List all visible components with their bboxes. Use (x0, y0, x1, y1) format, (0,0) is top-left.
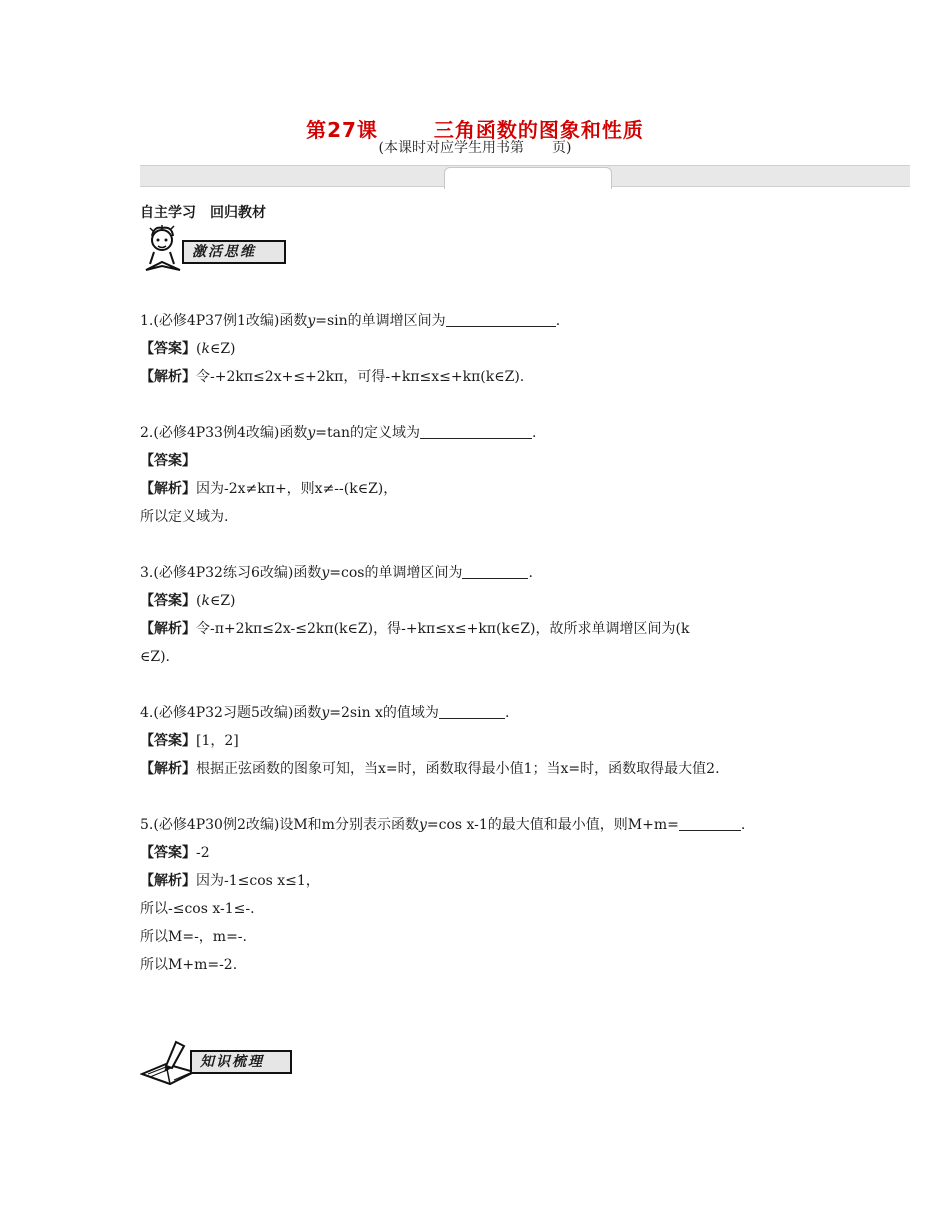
analysis-4-text: 根据正弦函数的图象可知，当x=时，函数取得最小值1；当x=时，函数取得最大值2. (196, 761, 720, 777)
answer-3-open: ( (196, 593, 202, 609)
knowledge-review-label: 知识梳理 (200, 1054, 264, 1070)
student-reading-icon (140, 224, 188, 274)
analysis-4 (140, 755, 820, 783)
analysis-tag: 【解析】 (140, 481, 196, 497)
question-1-prefix: 1.(必修4P37例1改编)函数 (140, 313, 308, 329)
answer-5 (140, 839, 820, 867)
question-4-y: y (321, 705, 330, 721)
analysis-5-text: 因为-1≤cos x≤1， (196, 873, 320, 889)
question-2-text: =tan的定义域为 (315, 425, 420, 441)
question-5-text: =cos x-1的最大值和最小值，则M+m= (426, 817, 679, 833)
section-right: 回归教材 (210, 205, 266, 221)
answer-blank-3 (462, 562, 528, 579)
answer-4-value: [1，2] (196, 733, 239, 749)
question-4 (140, 699, 820, 727)
open-book-pen-icon (140, 1036, 196, 1086)
analysis-5-step-4: 所以M+m=-2. (140, 957, 238, 973)
analysis-1 (140, 363, 820, 391)
answer-tag: 【答案】 (140, 593, 196, 609)
analysis-2-text: 因为-2x≠kπ+，则x≠--(k∈Z)， (196, 481, 398, 497)
lesson-topic: 三角函数的图象和性质 (433, 118, 644, 142)
answer-blank-4 (439, 702, 505, 719)
answer-blank-1 (446, 310, 556, 327)
question-4-end: . (504, 705, 510, 721)
analysis-3-continuation: ∈Z). (140, 649, 171, 665)
answer-1 (140, 335, 820, 363)
analysis-tag: 【解析】 (140, 369, 196, 385)
question-3-end: . (528, 565, 533, 581)
question-2-end: . (532, 425, 537, 441)
analysis-5-step-2: 所以-≤cos x-1≤-. (140, 901, 255, 917)
lesson-number: 第27课 (306, 118, 378, 142)
question-3-text: =cos的单调增区间为 (329, 565, 463, 581)
subtitle-left: (本课时对应学生用书第 (378, 140, 524, 156)
analysis-2 (140, 475, 820, 503)
lesson-subtitle (0, 137, 950, 157)
analysis-3-line-2 (140, 643, 820, 671)
analysis-2-line-2 (140, 503, 820, 531)
answer-1-k: k (201, 341, 210, 357)
answer-3 (140, 587, 820, 615)
analysis-5-line-4 (140, 951, 820, 979)
section-heading (140, 202, 266, 222)
question-5-end: . (740, 817, 746, 833)
analysis-5-step-3: 所以M=-，m=-. (140, 929, 247, 945)
analysis-3-text: 令-π+2kπ≤2x-≤2kπ(k∈Z)，得-+kπ≤x≤+kπ(k∈Z)，故所求单调增区间为(k (196, 621, 690, 637)
question-5 (140, 811, 820, 839)
answer-tag: 【答案】 (140, 845, 196, 861)
answer-1-close: ∈Z) (209, 341, 236, 357)
question-2 (140, 419, 820, 447)
question-1 (140, 307, 820, 335)
analysis-tag: 【解析】 (140, 621, 196, 637)
answer-tag: 【答案】 (140, 341, 196, 357)
answer-5-value: -2 (196, 845, 210, 861)
question-3 (140, 559, 820, 587)
answer-blank-2 (420, 422, 532, 439)
question-3-prefix: 3.(必修4P32练习6改编)函数 (140, 565, 322, 581)
question-3-y: y (321, 565, 330, 581)
analysis-1-text: 令-+2kπ≤2x+≤+2kπ，可得-+kπ≤x≤+kπ(k∈Z). (196, 369, 525, 385)
header-tab (444, 167, 612, 189)
answer-4 (140, 727, 820, 755)
analysis-tag: 【解析】 (140, 761, 196, 777)
question-1-y: y (307, 313, 316, 329)
question-1-end: . (555, 313, 561, 329)
answer-tag: 【答案】 (140, 733, 196, 749)
answer-tag: 【答案】 (140, 453, 196, 469)
answer-1-open: ( (196, 341, 202, 357)
answer-3-close: ∈Z) (209, 593, 236, 609)
analysis-5-line-2 (140, 895, 820, 923)
question-4-prefix: 4.(必修4P32习题5改编)函数 (140, 705, 322, 721)
answer-3-k: k (201, 593, 210, 609)
exercise-list (140, 307, 820, 979)
section-left: 自主学习 (140, 205, 196, 221)
question-2-prefix: 2.(必修4P33例4改编)函数 (140, 425, 308, 441)
question-5-prefix: 5.(必修4P30例2改编)设M和m分别表示函数 (140, 817, 419, 833)
answer-blank-5 (679, 814, 741, 831)
analysis-3 (140, 615, 820, 643)
activate-thinking-label: 激活思维 (192, 244, 256, 260)
analysis-tag: 【解析】 (140, 873, 196, 889)
analysis-5-line-3 (140, 923, 820, 951)
analysis-5 (140, 867, 820, 895)
question-1-text: =sin的单调增区间为 (315, 313, 446, 329)
question-4-text: =2sin x的值域为 (329, 705, 439, 721)
knowledge-review-badge (190, 1050, 292, 1074)
question-2-y: y (307, 425, 316, 441)
answer-2 (140, 447, 820, 475)
activate-thinking-badge (182, 240, 286, 264)
subtitle-right: 页) (552, 140, 572, 156)
analysis-2-conclusion: 所以定义域为. (140, 509, 229, 525)
question-5-y: y (418, 817, 427, 833)
